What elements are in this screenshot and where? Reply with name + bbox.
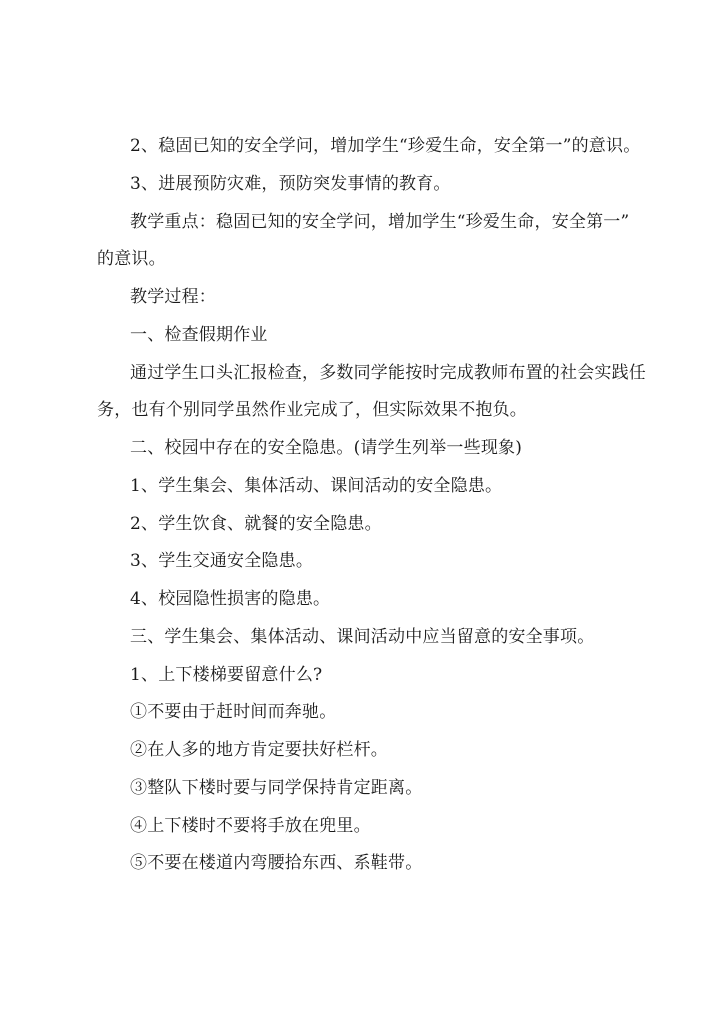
list-item: 4、校园隐性损害的隐患。: [130, 589, 331, 609]
list-item: ④上下楼时不要将手放在兜里。: [130, 816, 371, 836]
list-item: 2、学生饮食、就餐的安全隐患。: [130, 514, 382, 534]
list-item: 1、上下楼梯要留意什么?: [130, 665, 323, 685]
paragraph-line: 2、稳固已知的安全学问，增加学生“珍爱生命，安全第一”的意识。: [130, 136, 641, 156]
paragraph-line: 务，也有个别同学虽然作业完成了，但实际效果不抱负。: [97, 400, 527, 420]
list-item: ⑤不要在楼道内弯腰拾东西、系鞋带。: [130, 853, 423, 873]
list-item: ③整队下楼时要与同学保持肯定距离。: [130, 778, 423, 798]
list-item: 3、学生交通安全隐患。: [130, 551, 314, 571]
list-item: 1、学生集会、集体活动、课间活动的安全隐患。: [130, 476, 503, 496]
list-item: ②在人多的地方肯定要扶好栏杆。: [130, 740, 388, 760]
section-heading: 一、检查假期作业: [130, 325, 268, 345]
paragraph-line: 的意识。: [97, 249, 166, 269]
section-heading: 二、校园中存在的安全隐患。(请学生列举一些现象): [130, 438, 523, 458]
paragraph-line: 3、进展预防灾难，预防突发事情的教育。: [130, 174, 451, 194]
list-item: ①不要由于赶时间而奔驰。: [130, 702, 337, 722]
section-heading: 三、学生集会、集体活动、课间活动中应当留意的安全事项。: [130, 627, 595, 647]
paragraph-line: 通过学生口头汇报检查，多数同学能按时完成教师布置的社会实践任: [130, 363, 646, 383]
paragraph-line: 教学重点：稳固已知的安全学问，增加学生“珍爱生命，安全第一”: [130, 212, 630, 232]
paragraph-line: 教学过程：: [130, 287, 216, 307]
